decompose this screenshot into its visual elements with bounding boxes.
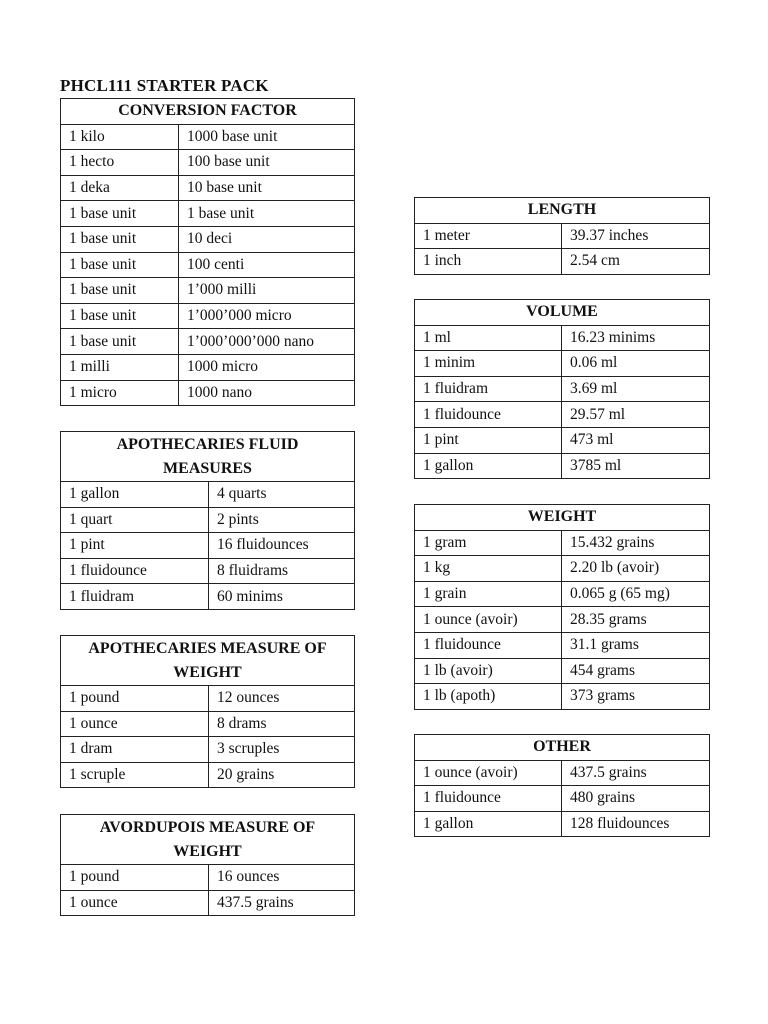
unit-cell: 1 lb (apoth) [415,684,562,710]
equivalent-cell: 16 ounces [209,865,355,891]
table-header-row [415,505,710,531]
table-header: WEIGHT [415,505,710,531]
unit-cell: 1 fluidram [415,376,562,402]
equivalent-cell: 8 drams [209,711,355,737]
equivalent-cell: 16.23 minims [562,325,710,351]
equivalent-cell: 3785 ml [562,453,710,479]
equivalent-cell: 480 grains [562,786,710,812]
table-row [415,376,710,402]
unit-cell: 1 gallon [61,482,209,508]
table-row [61,737,355,763]
unit-cell: 1 scruple [61,762,209,788]
table-row [415,249,710,275]
unit-cell: 1 micro [61,380,179,406]
table-header: APOTHECARIES FLUID MEASURES [61,432,355,482]
unit-cell: 1 lb (avoir) [415,658,562,684]
table-row [415,581,710,607]
unit-cell: 1 ounce (avoir) [415,760,562,786]
unit-cell: 1 kg [415,556,562,582]
table-row [61,303,355,329]
equivalent-cell: 0.065 g (65 mg) [562,581,710,607]
unit-cell: 1 ounce (avoir) [415,607,562,633]
unit-cell: 1 fluidram [61,584,209,610]
unit-cell: 1 inch [415,249,562,275]
equivalent-cell: 1000 micro [179,354,355,380]
unit-cell: 1 base unit [61,278,179,304]
equivalent-cell: 16 fluidounces [209,533,355,559]
unit-cell: 1 fluidounce [415,632,562,658]
table-row [61,354,355,380]
table-row [61,584,355,610]
table-row [61,507,355,533]
apothecaries-weight-table [60,635,355,788]
unit-cell: 1 fluidounce [415,402,562,428]
unit-cell: 1 base unit [61,226,179,252]
equivalent-cell: 1’000’000 micro [179,303,355,329]
length-table [414,197,710,275]
unit-cell: 1 quart [61,507,209,533]
equivalent-cell: 10 base unit [179,175,355,201]
unit-cell: 1 kilo [61,124,179,150]
unit-cell: 1 gallon [415,453,562,479]
table-header: OTHER [415,735,710,761]
equivalent-cell: 8 fluidrams [209,558,355,584]
unit-cell: 1 deka [61,175,179,201]
unit-cell: 1 ounce [61,711,209,737]
equivalent-cell: 12 ounces [209,686,355,712]
table-row [61,252,355,278]
unit-cell: 1 pound [61,865,209,891]
table-row [415,223,710,249]
table-row [415,325,710,351]
table-header-row [61,99,355,125]
equivalent-cell: 15.432 grains [562,530,710,556]
table-header: APOTHECARIES MEASURE OF WEIGHT [61,636,355,686]
equivalent-cell: 0.06 ml [562,351,710,377]
unit-cell: 1 base unit [61,201,179,227]
table-row [415,658,710,684]
table-row [61,150,355,176]
apothecaries-fluid-measures-table [60,431,355,610]
table-row [61,329,355,355]
table-header-row [415,198,710,224]
table-row [415,684,710,710]
equivalent-cell: 2 pints [209,507,355,533]
equivalent-cell: 473 ml [562,427,710,453]
table-row [415,427,710,453]
equivalent-cell: 20 grains [209,762,355,788]
equivalent-cell: 1’000 milli [179,278,355,304]
unit-cell: 1 gram [415,530,562,556]
table-header-row [61,636,355,686]
equivalent-cell: 31.1 grams [562,632,710,658]
equivalent-cell: 29.57 ml [562,402,710,428]
avoirdupois-weight-table [60,814,355,916]
unit-cell: 1 gallon [415,811,562,837]
unit-cell: 1 pint [415,427,562,453]
table-row [415,811,710,837]
equivalent-cell: 1000 nano [179,380,355,406]
table-row [61,226,355,252]
equivalent-cell: 60 minims [209,584,355,610]
unit-cell: 1 meter [415,223,562,249]
table-row [61,711,355,737]
table-row [61,482,355,508]
table-row [415,402,710,428]
unit-cell: 1 pound [61,686,209,712]
table-row [415,453,710,479]
equivalent-cell: 100 base unit [179,150,355,176]
unit-cell: 1 base unit [61,252,179,278]
table-row [61,762,355,788]
table-row [61,686,355,712]
table-row [61,533,355,559]
table-header: AVORDUPOIS MEASURE OF WEIGHT [61,815,355,865]
table-row [61,890,355,916]
unit-cell: 1 base unit [61,329,179,355]
unit-cell: 1 base unit [61,303,179,329]
table-row [415,632,710,658]
weight-table [414,504,710,710]
other-table [414,734,710,837]
unit-cell: 1 ounce [61,890,209,916]
unit-cell: 1 ml [415,325,562,351]
table-header-row [61,815,355,865]
equivalent-cell: 28.35 grams [562,607,710,633]
unit-cell: 1 minim [415,351,562,377]
table-row [61,124,355,150]
conversion-factor-table [60,98,355,406]
unit-cell: 1 milli [61,354,179,380]
table-row [61,558,355,584]
table-row [61,278,355,304]
equivalent-cell: 1’000’000’000 nano [179,329,355,355]
table-row [415,351,710,377]
unit-cell: 1 fluidounce [415,786,562,812]
table-header: CONVERSION FACTOR [61,99,355,125]
table-row [61,865,355,891]
table-row [61,175,355,201]
unit-cell: 1 hecto [61,150,179,176]
page-title: PHCL111 STARTER PACK [60,76,269,95]
table-header-row [415,735,710,761]
equivalent-cell: 4 quarts [209,482,355,508]
equivalent-cell: 2.54 cm [562,249,710,275]
table-row [415,607,710,633]
equivalent-cell: 373 grams [562,684,710,710]
equivalent-cell: 437.5 grains [209,890,355,916]
unit-cell: 1 fluidounce [61,558,209,584]
table-row [415,760,710,786]
table-row [61,201,355,227]
equivalent-cell: 128 fluidounces [562,811,710,837]
equivalent-cell: 39.37 inches [562,223,710,249]
equivalent-cell: 2.20 lb (avoir) [562,556,710,582]
unit-cell: 1 grain [415,581,562,607]
equivalent-cell: 10 deci [179,226,355,252]
unit-cell: 1 dram [61,737,209,763]
table-row [415,530,710,556]
equivalent-cell: 454 grams [562,658,710,684]
table-header-row [61,432,355,482]
table-row [415,786,710,812]
equivalent-cell: 3 scruples [209,737,355,763]
equivalent-cell: 100 centi [179,252,355,278]
equivalent-cell: 1000 base unit [179,124,355,150]
equivalent-cell: 1 base unit [179,201,355,227]
equivalent-cell: 3.69 ml [562,376,710,402]
table-header: VOLUME [415,300,710,326]
unit-cell: 1 pint [61,533,209,559]
equivalent-cell: 437.5 grains [562,760,710,786]
table-row [415,556,710,582]
volume-table [414,299,710,479]
table-header: LENGTH [415,198,710,224]
table-header-row [415,300,710,326]
table-row [61,380,355,406]
